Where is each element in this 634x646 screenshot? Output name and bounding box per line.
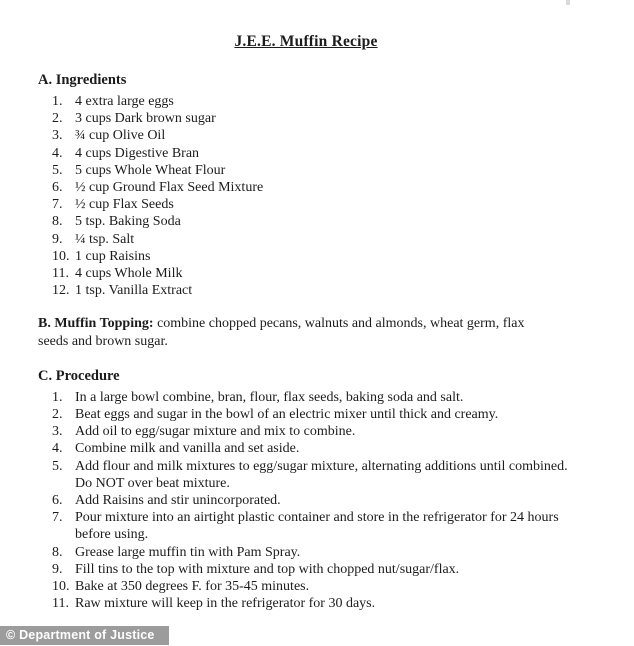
list-item-text: Bake at 350 degrees F. for 35-45 minutes. bbox=[75, 579, 310, 595]
list-item bbox=[52, 282, 574, 299]
ingredients-heading: A. Ingredients bbox=[38, 72, 127, 88]
list-item-number: 4. bbox=[52, 145, 63, 161]
list-item-number: 3. bbox=[52, 128, 63, 144]
list-item-number: 3. bbox=[52, 424, 63, 440]
list-item bbox=[52, 110, 574, 127]
section-ingredients bbox=[38, 72, 574, 299]
list-item bbox=[52, 145, 574, 162]
list-item bbox=[52, 179, 574, 196]
list-item bbox=[52, 423, 574, 440]
list-item bbox=[52, 492, 574, 509]
list-item-number: 9. bbox=[52, 231, 63, 247]
list-item bbox=[52, 162, 574, 179]
list-item-number: 2. bbox=[52, 111, 63, 127]
list-item-text: ½ cup Flax Seeds bbox=[75, 197, 174, 213]
list-item-text: 3 cups Dark brown sugar bbox=[75, 111, 216, 127]
topping-heading: B. Muffin Topping: bbox=[38, 316, 154, 332]
list-item bbox=[52, 196, 574, 213]
list-item bbox=[52, 561, 574, 578]
list-item bbox=[52, 231, 574, 248]
list-item bbox=[52, 440, 574, 457]
page-title: J.E.E. Muffin Recipe bbox=[234, 33, 378, 50]
list-item-number: 6. bbox=[52, 493, 63, 509]
list-item-text: Fill tins to the top with mixture and top with chopped nut/sugar/flax. bbox=[75, 561, 460, 577]
list-item bbox=[52, 595, 574, 612]
section-procedure bbox=[38, 368, 574, 613]
list-item-text: 4 cups Whole Milk bbox=[75, 266, 183, 282]
list-item-text: ½ cup Ground Flax Seed Mixture bbox=[75, 180, 264, 196]
list-item-text: ¼ tsp. Salt bbox=[75, 231, 135, 247]
list-item bbox=[52, 544, 574, 561]
watermark-badge: © Department of Justice bbox=[0, 626, 169, 646]
list-item bbox=[52, 458, 574, 492]
list-item bbox=[52, 93, 574, 110]
list-item-number: 11. bbox=[52, 596, 69, 612]
section-topping bbox=[38, 315, 538, 349]
list-item-text: Add flour and milk mixtures to egg/sugar mixture, alternating additions until combined. Do NOT over beat mixture. bbox=[75, 458, 568, 491]
list-item-text: ¾ cup Olive Oil bbox=[75, 128, 166, 144]
list-item-number: 6. bbox=[52, 180, 63, 196]
list-item bbox=[52, 406, 574, 423]
procedure-list bbox=[38, 389, 574, 613]
list-item-number: 11. bbox=[52, 266, 69, 282]
list-item-number: 7. bbox=[52, 197, 63, 213]
list-item bbox=[52, 127, 574, 144]
list-item-text: 4 cups Digestive Bran bbox=[75, 145, 200, 161]
topping-text: combine chopped pecans, walnuts and almonds, wheat germ, flax seeds and brown sugar. bbox=[38, 316, 525, 349]
list-item bbox=[52, 509, 574, 543]
list-item-number: 8. bbox=[52, 544, 63, 560]
list-item-number: 9. bbox=[52, 561, 63, 577]
list-item-number: 7. bbox=[52, 510, 63, 526]
list-item-text: Beat eggs and sugar in the bowl of an electric mixer until thick and creamy. bbox=[75, 407, 499, 423]
list-item-number: 12. bbox=[52, 283, 70, 299]
list-item-text: 4 extra large eggs bbox=[75, 94, 174, 109]
list-item bbox=[52, 213, 574, 230]
list-item-text: Combine milk and vanilla and set aside. bbox=[75, 441, 300, 457]
list-item-number: 10. bbox=[52, 248, 70, 264]
list-item-text: Grease large muffin tin with Pam Spray. bbox=[75, 544, 301, 560]
list-item bbox=[52, 578, 574, 595]
list-item-number: 5. bbox=[52, 162, 63, 178]
scan-artifact bbox=[566, 0, 570, 5]
list-item-text: Pour mixture into an airtight plastic container and store in the refrigerator for 24 hours before using. bbox=[75, 510, 559, 543]
list-item-number: 10. bbox=[52, 579, 70, 595]
ingredients-list bbox=[38, 93, 574, 299]
list-item-number: 4. bbox=[52, 441, 63, 457]
list-item-text: 1 cup Raisins bbox=[75, 248, 151, 264]
list-item-text: In a large bowl combine, bran, flour, flax seeds, baking soda and salt. bbox=[75, 389, 464, 405]
list-item-text: Add oil to egg/sugar mixture and mix to combine. bbox=[75, 424, 356, 440]
procedure-heading: C. Procedure bbox=[38, 367, 120, 384]
list-item-number: 2. bbox=[52, 407, 63, 423]
list-item bbox=[52, 248, 574, 265]
list-item-number: 1. bbox=[52, 389, 63, 405]
list-item-text: 1 tsp. Vanilla Extract bbox=[75, 283, 193, 299]
list-item bbox=[52, 389, 574, 406]
list-item-number: 5. bbox=[52, 458, 63, 474]
list-item-text: 5 cups Whole Wheat Flour bbox=[75, 162, 226, 178]
list-item-text: 5 tsp. Baking Soda bbox=[75, 214, 181, 230]
list-item bbox=[52, 265, 574, 282]
list-item-text: Add Raisins and stir unincorporated. bbox=[75, 493, 281, 509]
list-item-text: Raw mixture will keep in the refrigerator for 30 days. bbox=[75, 596, 376, 612]
list-item-number: 1. bbox=[52, 94, 63, 109]
list-item-number: 8. bbox=[52, 214, 63, 230]
